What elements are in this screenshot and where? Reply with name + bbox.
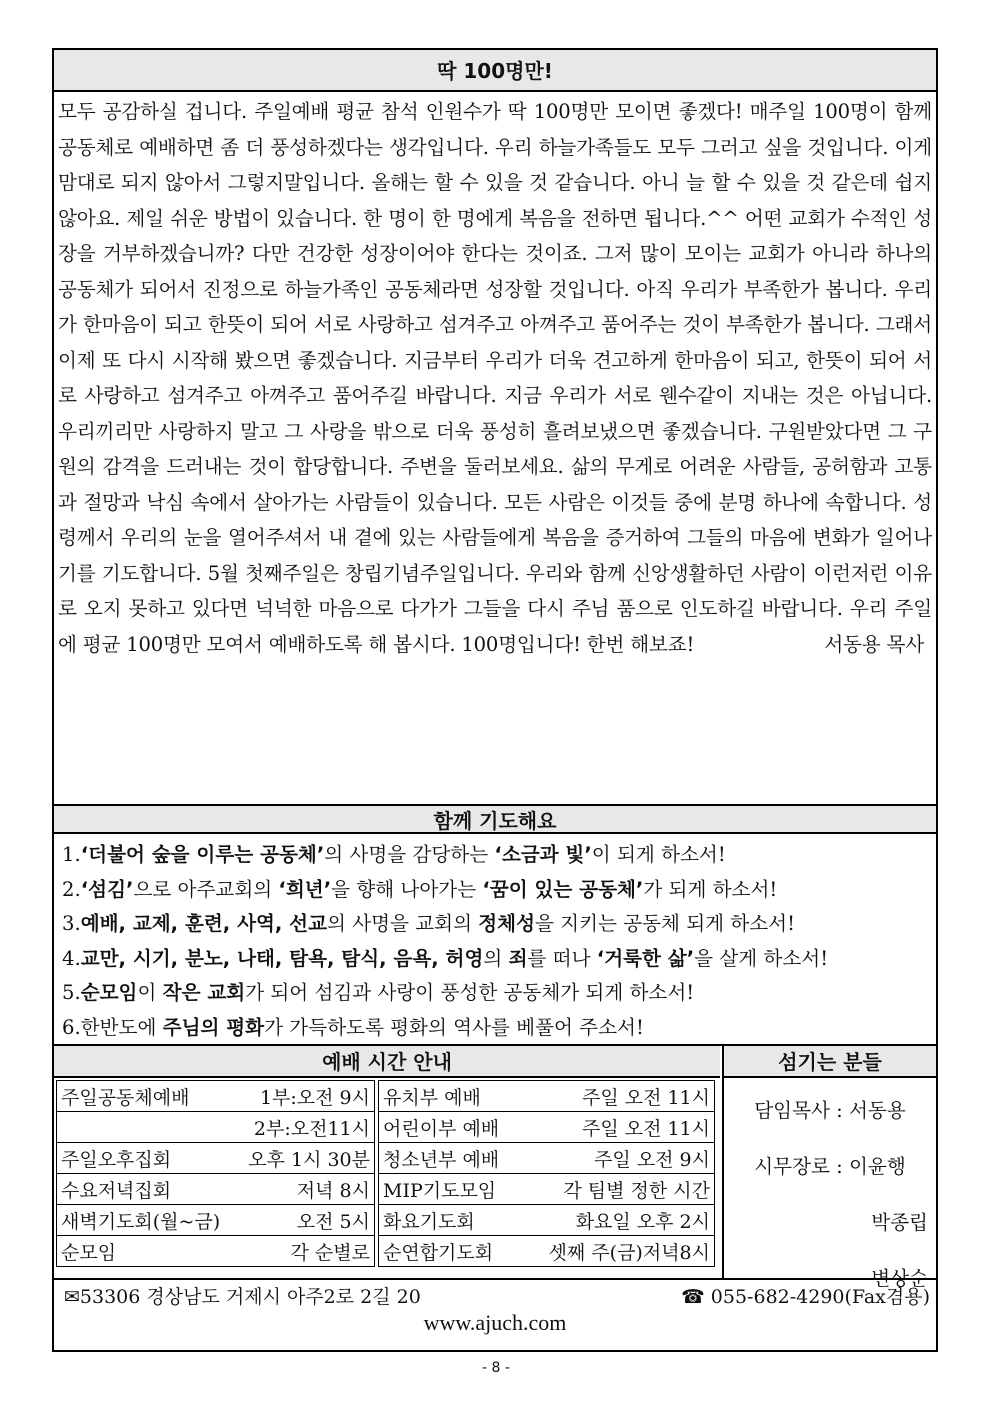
service-cell [379, 1143, 715, 1174]
prayer-item [62, 838, 932, 873]
article-body [58, 94, 932, 850]
prayer-text: 을 살게 하소서! [694, 946, 829, 970]
service-cell [57, 1143, 375, 1174]
service-cell [379, 1205, 715, 1236]
address [64, 1282, 421, 1309]
service-name: 주일오후집회 [61, 1148, 172, 1171]
prayer-text: 교만, 시기, 분노, 나태, 탐욕, 탐식, 음욕, 허영 [80, 946, 484, 970]
article-signature: 서동용 목사 [824, 632, 924, 656]
prayer-text: 2. [62, 877, 81, 901]
prayer-text: ‘꿈이 있는 공동체’ [482, 877, 644, 901]
service-row [57, 1112, 715, 1143]
prayer-text: 순모임 [80, 981, 138, 1005]
page-number: - 8 - [482, 1360, 510, 1376]
footer [54, 1278, 936, 1352]
prayer-text: 가 되어 섬김과 사랑이 풍성한 공동체가 되게 하소서! [245, 981, 695, 1005]
service-time: 주일 오전 9시 [594, 1148, 710, 1171]
prayer-text: 6.한반도에 [62, 1015, 163, 1039]
service-cell [57, 1112, 375, 1143]
service-name: 순연합기도회 [383, 1241, 494, 1264]
prayer-text: ‘더불어 숲을 이루는 공동체’ [80, 843, 325, 866]
service-name: 어린이부 예배 [383, 1117, 500, 1140]
prayer-text: 를 떠나 [527, 946, 597, 970]
prayer-item [62, 942, 932, 977]
service-time: 각 순별로 [290, 1241, 370, 1264]
prayer-text: 을 향해 나아가는 [331, 877, 483, 901]
prayer-text: 이 되게 하소서! [591, 843, 726, 866]
service-name: MIP기도모임 [383, 1179, 497, 1202]
phone [681, 1282, 930, 1309]
service-row [57, 1081, 715, 1112]
service-name: 주일공동체예배 [61, 1086, 190, 1109]
prayer-text: 이 [137, 981, 163, 1005]
staff-member: 담임목사 : 서동용 [754, 1099, 906, 1122]
staff-member: 박종립 [871, 1211, 928, 1234]
prayer-item [62, 1011, 932, 1046]
staff-member: 변상순 [871, 1267, 928, 1290]
service-time: 주일 오전 11시 [581, 1117, 710, 1140]
service-cell [57, 1081, 375, 1112]
staff-title: 섬기는 분들 [724, 1046, 936, 1078]
service-name: 화요기도회 [383, 1210, 475, 1233]
prayer-text: 1. [62, 843, 81, 866]
website-link[interactable]: www.ajuch.com [423, 1310, 567, 1335]
prayer-text: ‘거룩한 삶’ [596, 946, 695, 970]
prayer-text: 5. [62, 981, 81, 1005]
service-name: 유치부 예배 [383, 1086, 481, 1109]
article-title: 딱 100명만! [54, 50, 936, 92]
service-name: 수요저녁집회 [61, 1179, 172, 1202]
prayer-list [62, 838, 932, 1046]
prayer-text: 3. [62, 912, 81, 936]
service-times-title: 예배 시간 안내 [54, 1046, 720, 1078]
address-text: 53306 경상남도 거제시 아주2로 2길 20 [79, 1286, 421, 1308]
service-row [57, 1205, 715, 1236]
prayer-text: 으로 아주교회의 [133, 877, 279, 901]
prayer-item [62, 907, 932, 942]
service-time: 셋째 주(금)저녁8시 [548, 1241, 710, 1264]
service-time: 주일 오전 11시 [581, 1086, 710, 1109]
service-time: 오전 5시 [296, 1210, 370, 1233]
prayer-text: ‘소금과 빛’ [494, 843, 592, 866]
service-row [57, 1236, 715, 1267]
prayer-text: 주님의 평화 [162, 1015, 265, 1039]
service-time: 1부:오전 9시 [259, 1086, 370, 1109]
prayer-text: ‘섬김’ [80, 877, 134, 901]
staff-section [724, 1046, 936, 1290]
prayer-text: 의 사명을 교회의 [327, 912, 479, 936]
prayer-item [62, 976, 932, 1011]
info-section [54, 1044, 936, 1290]
prayer-text: 4. [62, 946, 81, 970]
prayer-text: 의 사명을 감당하는 [324, 843, 495, 866]
prayer-text: 정체성 [478, 912, 536, 936]
prayer-text: 작은 교회 [162, 981, 246, 1005]
prayer-text: 을 지키는 공동체 되게 하소서! [535, 912, 795, 936]
prayer-item [62, 873, 932, 908]
prayer-text: 가 가득하도록 평화의 역사를 베풀어 주소서! [264, 1015, 644, 1039]
service-cell [57, 1236, 375, 1267]
prayer-text: 의 [483, 946, 509, 970]
article-text: 모두 공감하실 겁니다. 주일예배 평균 참석 인원수가 딱 100명만 모이면 좋겠다! 매주일 100명이 함께 공동체로 예배하면 좀 더 풍성하겠다는 생각입니다. 우리 하늘가족들도 모두 그러고 싶을 것입니다. 이게 맘대로 되지 않아서 그렇지말입니다. 올해는 할 수 있을 것 같습니다. 아니 늘 할 수 있을 것 같은데 쉽지 않아요. 제일 쉬운 방법이 있습니다. 한 명이 한 명에게 복음을 전하면 됩니다.^^ 어떤 교회가 수적인 성장을 거부하겠습니까? 다만 건강한 성장이어야 한다는 것이죠. 그저 많이 모이는 교회가 아니라 하나의 공동체가 되어서 진정으로 하늘가족인 공동체라면 성장할 것입니다. 아직 우리가 부족한가 봅니다. 우리가 한마음이 되고 한뜻이 되어 서로 사랑하고 섬겨주고 아껴주고 품어주는 것이 부족한가 봅니다. 그래서 이제 또 다시 시작해 봤으면 좋겠습니다. 지금부터 우리가 더욱 견고하게 한마음이 되고, 한뜻이 되어 서로 사랑하고 섬겨주고 아껴주고 품어주길 바랍니다. 지금 우리가 서로 웬수같이 지내는 것은 아닙니다. 우리끼리만 사랑하지 말고 그 사랑을 밖으로 더욱 풍성히 흘려보냈으면 좋겠습니다. 구원받았다면 그 구원의 감격을 드러내는 것이 합당합니다. 주변을 둘러보세요. 삶의 무게로 어려운 사람들, 공허함과 고통과 절망과 낙심 속에서 살아가는 사람들이 있습니다. 모든 사람은 이것들 중에 분명 하나에 속합니다. 성령께서 우리의 눈을 열어주셔서 내 곁에 있는 사람들에게 복음을 증거하여 그들의 마음에 변화가 일어나기를 기도합니다. 5월 첫째주일은 창립기념주일입니다. 우리와 함께 신앙생활하던 사람이 이런저런 이유로 오지 못하고 있다면 넉넉한 마음으로 다가가 그들을 다시 주님 품으로 인도하길 바랍니다. 우리 주일에 평균 100명만 모여서 예배하도록 해 봅시다. 100명입니다! 한번 해보죠! [58, 100, 932, 656]
service-times-table [56, 1080, 715, 1267]
service-name: 순모임 [61, 1241, 117, 1264]
service-time: 각 팀별 정한 시간 [563, 1179, 710, 1202]
service-cell [379, 1236, 715, 1267]
phone-icon: ☎ [681, 1286, 705, 1308]
service-cell [379, 1174, 715, 1205]
prayer-title: 함께 기도해요 [54, 804, 936, 834]
service-time: 2부:오전11시 [253, 1117, 370, 1140]
mail-icon: ✉ [64, 1286, 80, 1308]
service-time: 오후 1시 30분 [248, 1148, 370, 1171]
service-name: 청소년부 예배 [383, 1148, 500, 1171]
service-name: 새벽기도회(월~금) [61, 1210, 221, 1233]
phone-text: 055-682-4290(Fax겸용) [710, 1286, 930, 1308]
service-times [54, 1046, 724, 1278]
service-cell [379, 1081, 715, 1112]
service-time: 저녁 8시 [296, 1179, 370, 1202]
service-cell [57, 1205, 375, 1236]
service-cell [379, 1112, 715, 1143]
prayer-text: 죄 [508, 946, 528, 970]
prayer-text: ‘희년’ [278, 877, 332, 901]
page-frame [52, 48, 938, 1352]
service-cell [57, 1174, 375, 1205]
prayer-text: 가 되게 하소서! [643, 877, 778, 901]
service-row [57, 1143, 715, 1174]
prayer-text: 예배, 교제, 훈련, 사역, 선교 [80, 912, 328, 936]
service-row [57, 1174, 715, 1205]
service-time: 화요일 오후 2시 [575, 1210, 710, 1233]
staff-member: 시무장로 : 이윤행 [754, 1155, 906, 1178]
